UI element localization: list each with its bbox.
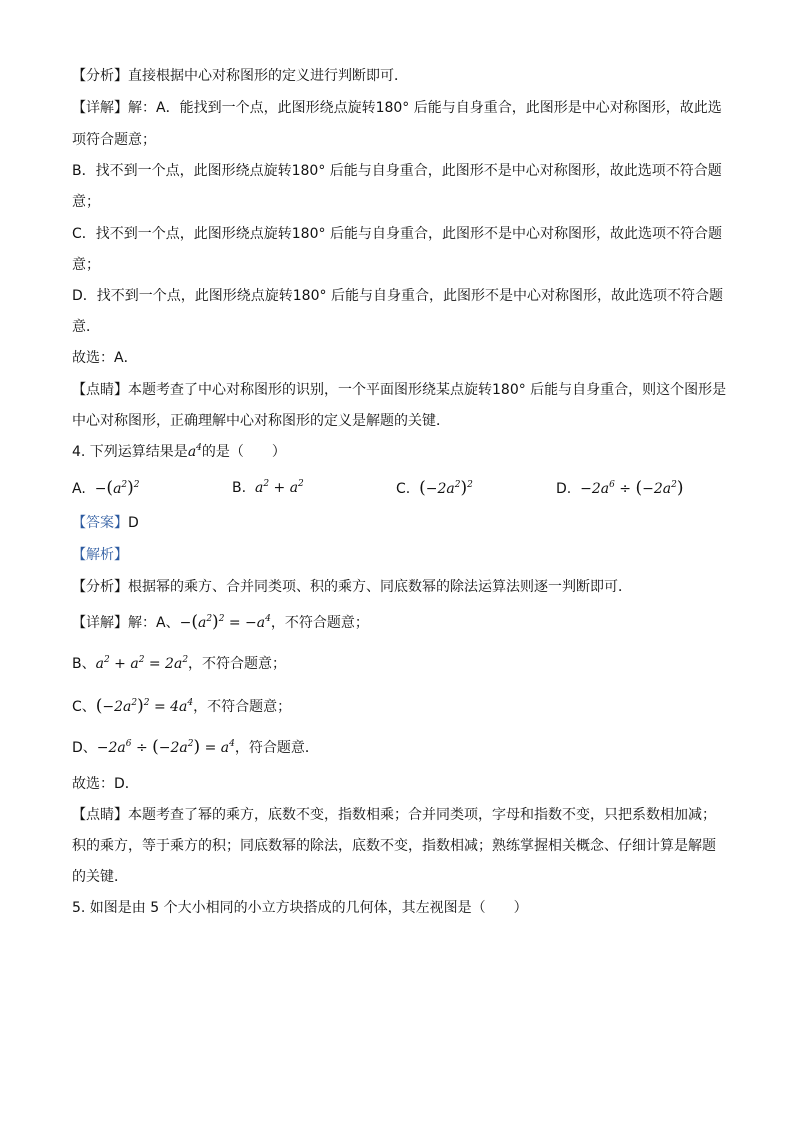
text-line: 中心对称图形，正确理解中心对称图形的定义是解题的关键．	[72, 413, 450, 429]
dianjing-line: 【点睛】本题考查了中心对称图形的识别，一个平面图形绕某点旋转180° 后能与自身重合，则这个图形是	[72, 382, 727, 398]
answer-line	[72, 513, 139, 533]
text-line: 积的乘方，等于乘方的积；同底数幂的除法，底数不变，指数相减；熟练掌握相关概念、仔细计算是解题	[72, 838, 716, 854]
dianjing-tag: 【点睛】	[72, 807, 128, 823]
text-line: B、$a^2 + a^2 = 2a^2$，不符合题意；	[72, 655, 287, 672]
text-line: D、$-2a^6 \div (-2a^2) = a^4$，符合题意．	[72, 737, 319, 757]
fenxi-tag: 【分析】	[72, 579, 128, 595]
text-line: 意；	[72, 257, 100, 273]
text-line: B．找不到一个点，此图形绕点旋转180° 后能与自身重合，此图形不是中心对称图形，故此选项不符合题	[72, 163, 722, 179]
question-5-stem: 5. 如图是由 5 个大小相同的小立方块搭成的几何体，其左视图是（ ）	[72, 900, 528, 916]
text-line: C、$(-2a^2)^2 = 4a^4$，不符合题意；	[72, 696, 292, 716]
text-line: 意．	[72, 319, 100, 335]
xiangjie-tag: 【详解】	[72, 100, 128, 116]
dianjing-line: 【点睛】本题考查了幂的乘方，底数不变，指数相乘；合并同类项，字母和指数不变，只把系数相加减；	[72, 807, 716, 823]
option-d: D. $-2a^6 \div (-2a^2)$	[556, 478, 684, 498]
fenxi-tag: 【分析】	[72, 68, 128, 84]
xiangjie-line: 【详解】解：A．能找到一个点，此图形绕点旋转180° 后能与自身重合，此图形是中心对称图形，故此选	[72, 100, 722, 116]
option-a: A. $-(a^2)^2$	[72, 478, 140, 498]
answer-value: D	[128, 515, 139, 531]
text-line: 项符合题意；	[72, 132, 156, 148]
option-b: B. $a^2 + a^2$	[232, 479, 304, 496]
analysis-line: 【分析】直接根据中心对称图形的定义进行判断即可．	[72, 68, 408, 84]
xiangjie-tag: 【详解】	[72, 615, 128, 631]
analysis-line: 【分析】根据幂的乘方、合并同类项、积的乘方、同底数幂的除法运算法则逐一判断即可．	[72, 579, 632, 595]
text-line: C．找不到一个点，此图形绕点旋转180° 后能与自身重合，此图形不是中心对称图形，故此选项不符合题	[72, 226, 722, 242]
choice-line: 故选：D．	[72, 776, 139, 792]
answer-tag: 【答案】	[72, 515, 128, 531]
text-line: 的关键．	[72, 869, 128, 885]
question-4-stem: 4. 下列运算结果是$a^4$的是（ ）	[72, 443, 286, 460]
xiangjie-line: 【详解】解：A、$-(a^2)^2 = -a^4$，不符合题意；	[72, 612, 369, 632]
option-c: C. $(-2a^2)^2$	[396, 478, 473, 498]
text-line: D．找不到一个点，此图形绕点旋转180° 后能与自身重合，此图形不是中心对称图形，故此选项不符合题	[72, 288, 723, 304]
text-line: 意；	[72, 194, 100, 210]
dianjing-tag: 【点睛】	[72, 382, 128, 398]
choice-line: 故选：A．	[72, 350, 138, 366]
jiexi-tag: 【解析】	[72, 547, 128, 563]
